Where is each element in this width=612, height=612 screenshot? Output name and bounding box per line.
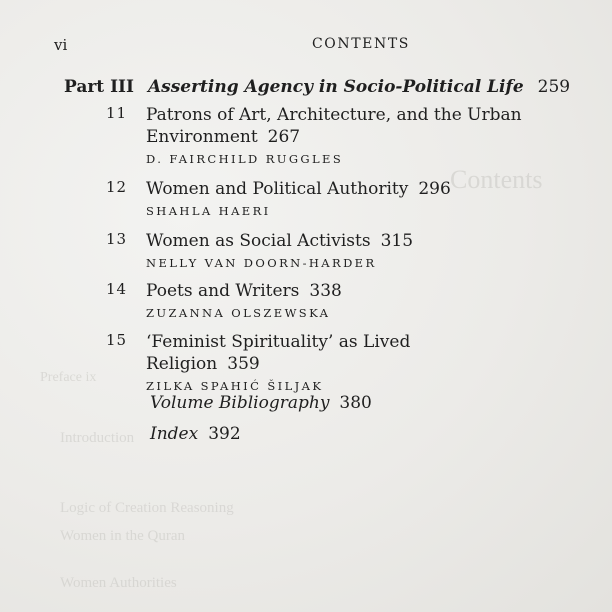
show-through-text: Women Authorities xyxy=(60,575,177,591)
chapter-title: ‘Feminist Spirituality’ as Lived Religion 359 xyxy=(146,332,411,374)
chapter-entry xyxy=(106,331,526,393)
back-matter-entry xyxy=(150,424,241,444)
chapter-author: SHAHLA HAERI xyxy=(146,204,271,218)
chapter-number: 12 xyxy=(106,178,128,196)
running-header: CONTENTS xyxy=(312,36,410,52)
chapter-page: 359 xyxy=(227,354,260,374)
show-through-text: Logic of Creation Reasoning xyxy=(60,500,234,516)
chapter-author: ZILKA SPAHIĆ ŠILJAK xyxy=(146,379,324,393)
part-label: Part III xyxy=(64,77,134,97)
chapter-page: 267 xyxy=(267,127,301,147)
chapter-page: 296 xyxy=(418,179,451,199)
back-matter-page: 380 xyxy=(339,393,372,413)
chapter-number: 15 xyxy=(106,331,128,349)
page-number: vi xyxy=(54,36,68,54)
chapter-title: Women and Political Authority 296 xyxy=(146,179,451,199)
chapter-author: D. FAIRCHILD RUGGLES xyxy=(146,152,344,166)
chapter-author: NELLY VAN DOORN-HARDER xyxy=(146,256,377,270)
chapter-page: 315 xyxy=(380,231,414,251)
chapter-number: 14 xyxy=(106,280,128,298)
chapter-entry xyxy=(106,280,526,320)
back-matter-page: 392 xyxy=(208,424,241,444)
chapter-title: Women as Social Activists 315 xyxy=(146,231,414,251)
chapter-number: 11 xyxy=(106,104,128,122)
back-matter-entry xyxy=(150,393,372,413)
chapter-page: 338 xyxy=(309,281,342,301)
part-page: 259 xyxy=(537,77,571,97)
show-through-text: Preface ix xyxy=(40,370,97,385)
chapter-entry xyxy=(106,178,526,218)
chapter-number: 13 xyxy=(106,230,128,248)
back-matter-title: Index xyxy=(150,424,199,444)
show-through-text: Introduction xyxy=(60,430,135,446)
part-title: Asserting Agency in Socio-Political Life xyxy=(147,77,524,97)
part-heading xyxy=(64,77,570,97)
show-through-text: Contents xyxy=(450,165,543,194)
back-matter-title: Volume Bibliography xyxy=(150,393,330,413)
chapter-author: ZUZANNA OLSZEWSKA xyxy=(146,306,331,320)
chapter-title: Patrons of Art, Architecture, and the Urban Environment 267 xyxy=(146,105,522,147)
chapter-entry xyxy=(106,230,526,270)
show-through-text: Women in the Quran xyxy=(60,528,186,544)
chapter-title: Poets and Writers 338 xyxy=(146,281,342,301)
chapter-entry xyxy=(106,104,526,166)
